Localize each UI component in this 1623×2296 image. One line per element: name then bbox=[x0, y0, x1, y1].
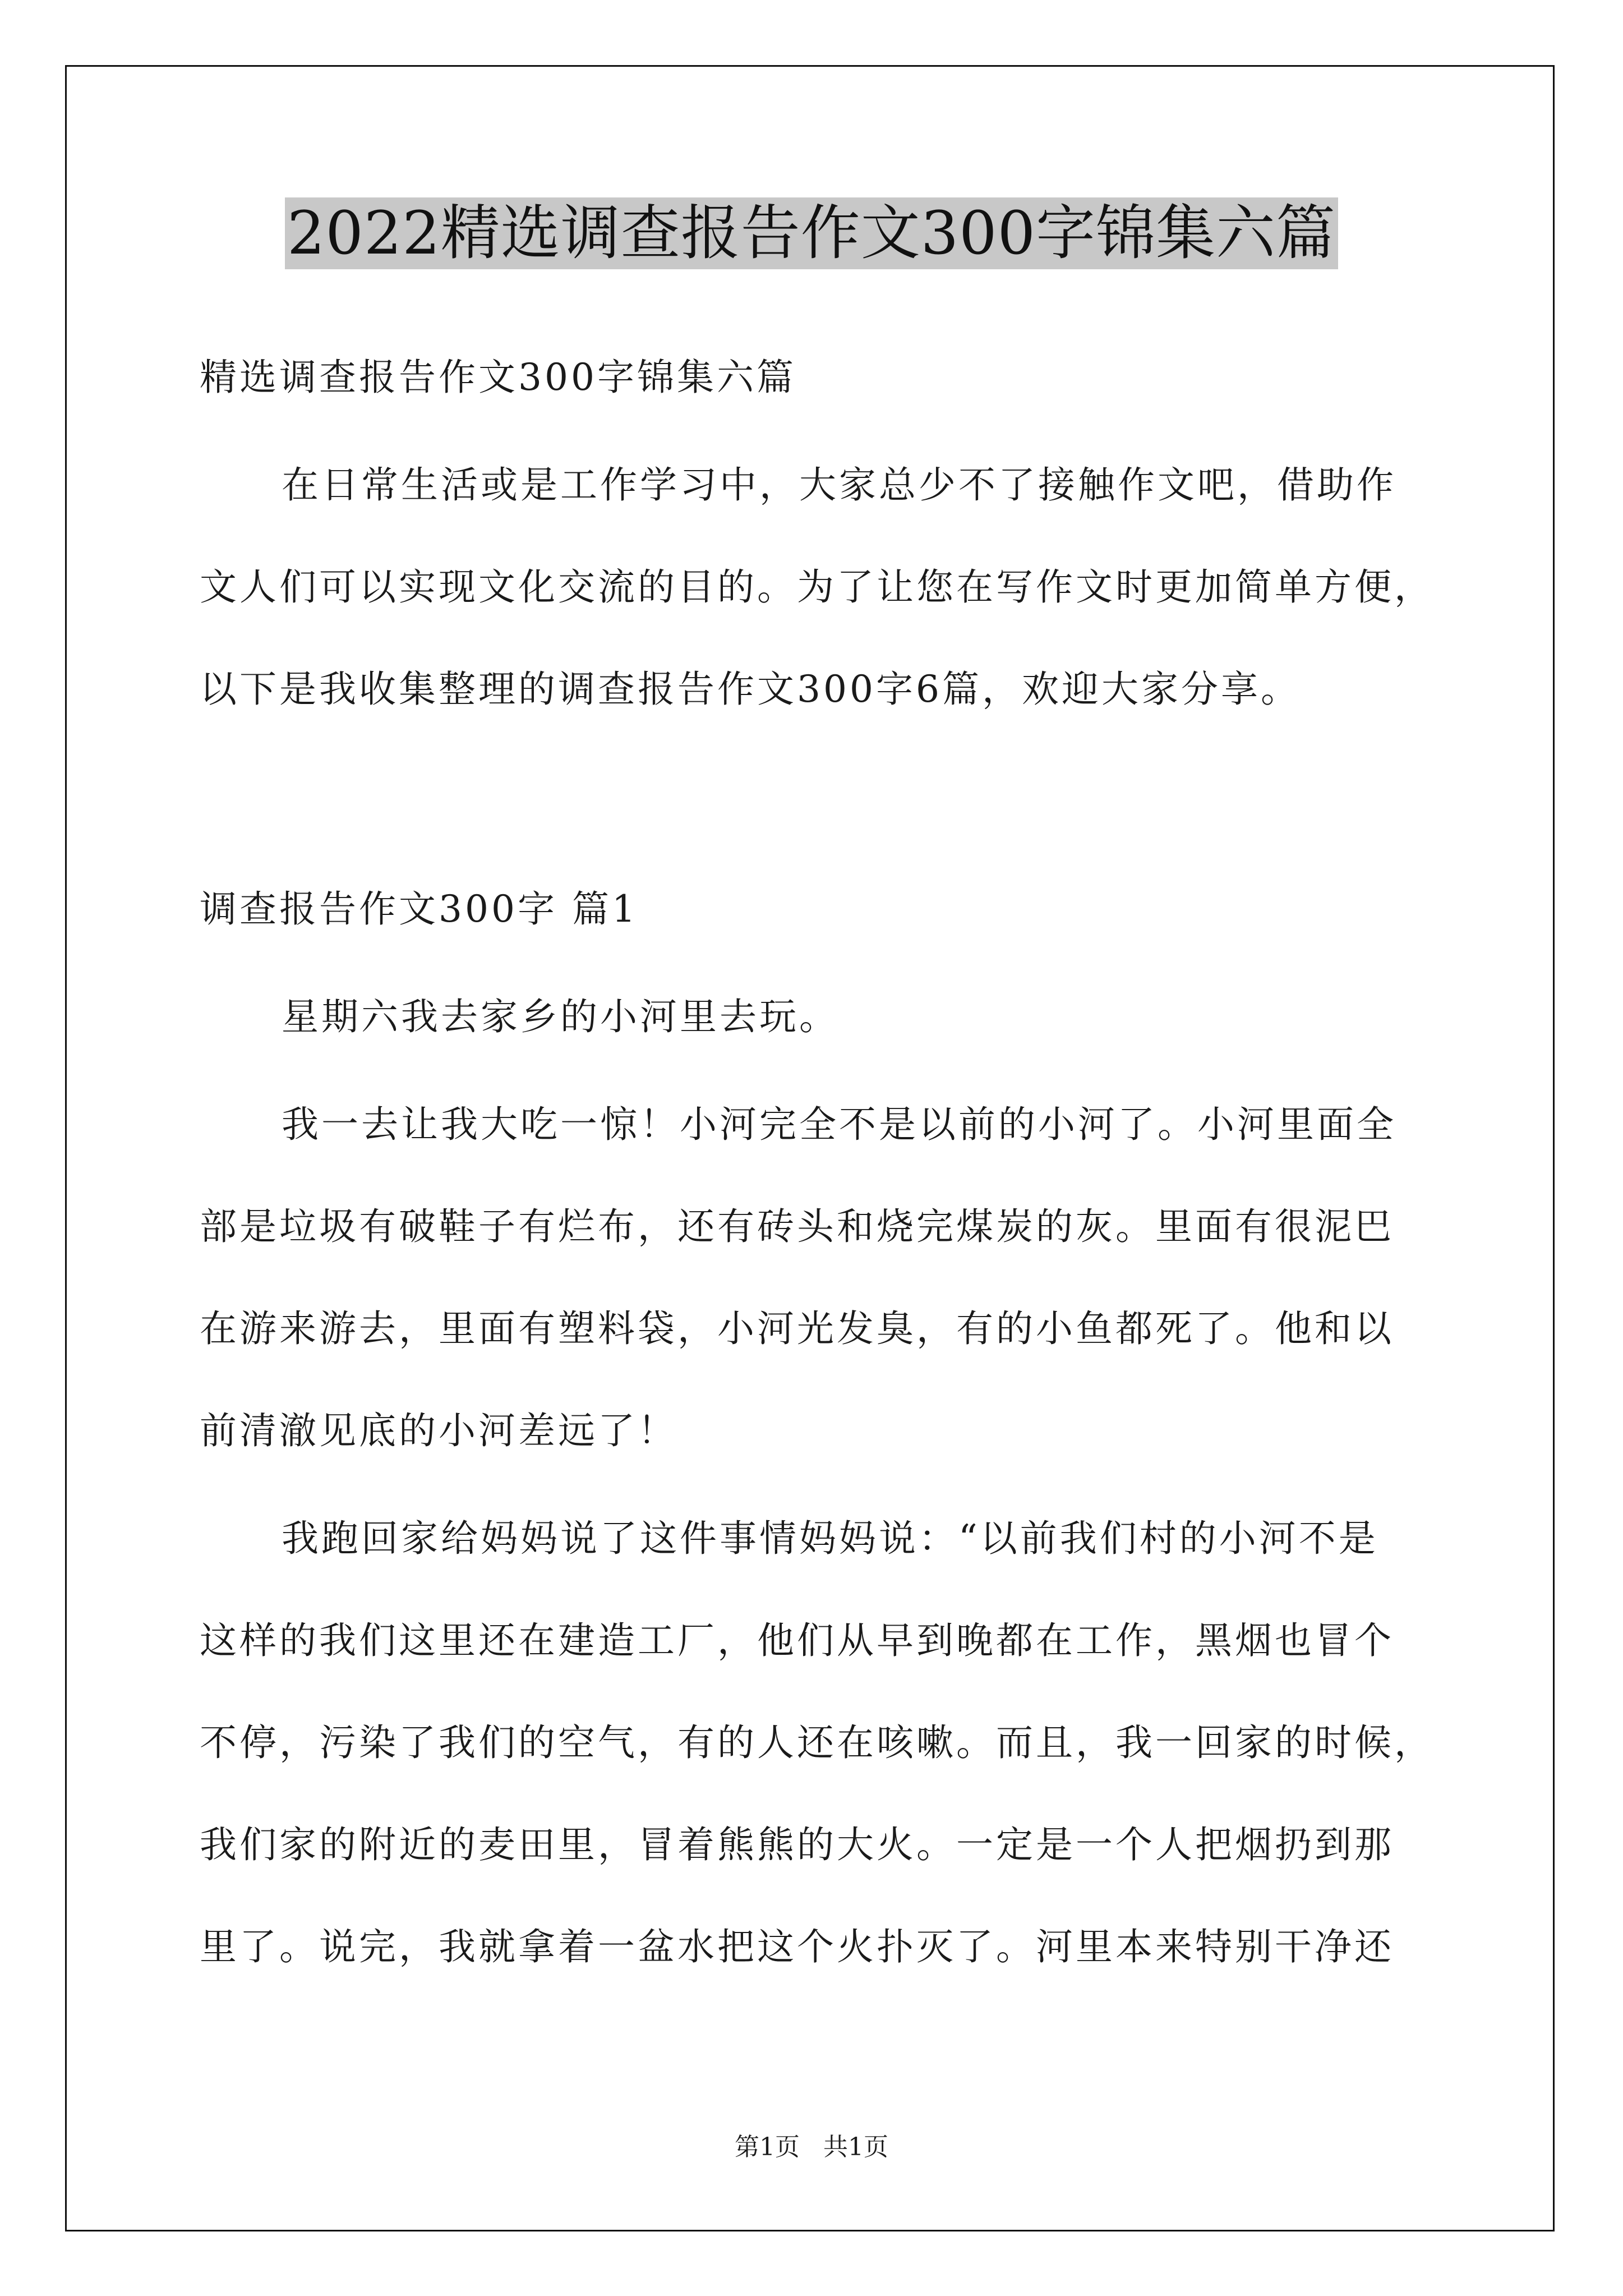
body-line: 星期六我去家乡的小河里去玩。 bbox=[282, 995, 839, 1038]
body-line: 不停，污染了我们的空气，有的人还在咳嗽。而且，我一回家的时候， bbox=[200, 1721, 1434, 1764]
page-footer: 第1页 共1页 bbox=[735, 2133, 888, 2161]
body-line: 我跑回家给妈妈说了这件事情妈妈说：“以前我们村的小河不是 bbox=[282, 1517, 1378, 1560]
body-line: 里了。说完，我就拿着一盆水把这个火扑灭了。河里本来特别干净还 bbox=[200, 1925, 1394, 1968]
document-title: 2022精选调查报告作文300字锦集六篇 bbox=[285, 197, 1338, 269]
intro-line: 文人们可以实现文化交流的目的。为了让您在写作文时更加简单方便， bbox=[200, 565, 1434, 609]
intro-line: 在日常生活或是工作学习中，大家总少不了接触作文吧，借助作 bbox=[282, 463, 1396, 507]
body-line: 这样的我们这里还在建造工厂，他们从早到晚都在工作，黑烟也冒个 bbox=[200, 1619, 1394, 1662]
body-line: 前清澈见底的小河差远了！ bbox=[200, 1409, 677, 1452]
title-container bbox=[0, 197, 1623, 269]
body-line: 我一去让我大吃一惊！小河完全不是以前的小河了。小河里面全 bbox=[282, 1103, 1396, 1146]
body-line: 在游来游去，里面有塑料袋，小河光发臭，有的小鱼都死了。他和以 bbox=[200, 1307, 1394, 1350]
intro-line: 以下是我收集整理的调查报告作文300字6篇，欢迎大家分享。 bbox=[200, 668, 1301, 711]
section-heading: 调查报告作文300字 篇1 bbox=[200, 887, 638, 931]
subtitle-line: 精选调查报告作文300字锦集六篇 bbox=[200, 356, 796, 399]
body-line: 部是垃圾有破鞋子有烂布，还有砖头和烧完煤炭的灰。里面有很泥巴 bbox=[200, 1205, 1394, 1248]
body-line: 我们家的附近的麦田里，冒着熊熊的大火。一定是一个人把烟扔到那 bbox=[200, 1823, 1394, 1866]
